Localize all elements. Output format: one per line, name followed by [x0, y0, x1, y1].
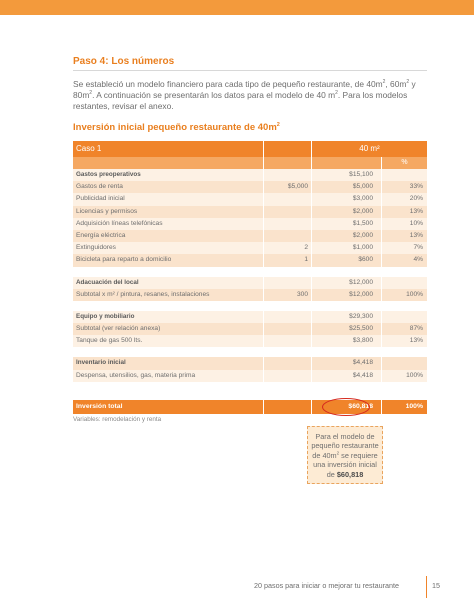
row-label: Subtotal x m² / pintura, resanes, instalaciones — [76, 290, 210, 298]
row-quantity: 2 — [304, 244, 308, 252]
section-title: Inversión inicial pequeño restaurante de $40m^2$ — [73, 121, 280, 133]
row-percentage: 10% — [409, 219, 423, 227]
row-label: Publicidad inicial — [76, 195, 125, 203]
section-header-row — [73, 277, 427, 289]
total-pct: 100% — [405, 403, 423, 410]
row-amount: $2,000 — [352, 231, 373, 239]
row-label: Bicicleta para reparto a domicilio — [76, 256, 172, 264]
section-gap — [73, 301, 427, 311]
row-quantity: 300 — [296, 290, 308, 298]
row-percentage: 87% — [409, 325, 423, 333]
row-label: Despensa, utensilios, gas, materia prima — [76, 371, 196, 379]
row-percentage: 13% — [409, 231, 423, 239]
row-quantity: 1 — [304, 256, 308, 264]
row-amount: $3,800 — [352, 337, 373, 345]
pct-column-header: % — [381, 157, 427, 169]
row-quantity — [263, 218, 311, 230]
row-amount: $3,000 — [352, 195, 373, 203]
table-row — [73, 181, 427, 193]
callout-amount: $60,818 — [336, 469, 364, 479]
row-label: Subtotal (ver relación anexa) — [76, 325, 161, 333]
total-amount: $60,818 — [348, 403, 373, 410]
row-quantity — [263, 323, 311, 335]
row-amount: $12,000 — [349, 290, 373, 298]
row-quantity — [263, 206, 311, 218]
total-highlight-circle — [322, 398, 370, 416]
row-percentage: 7% — [413, 244, 423, 252]
section-header-amount: $4,418 — [352, 359, 373, 367]
row-amount: $5,000 — [352, 183, 373, 191]
row-label: Extinguidores — [76, 244, 116, 252]
row-label: Licencias y permisos — [76, 207, 138, 215]
section-header-row — [73, 169, 427, 181]
row-percentage: 20% — [409, 195, 423, 203]
section-header-amount: $15,100 — [349, 171, 373, 178]
row-label: Adquisición líneas telefónicas — [76, 219, 163, 227]
table-row — [73, 206, 427, 218]
section-header-label: Equipo y mobiliario — [76, 312, 135, 320]
table-note: Variables: remodelación y renta — [73, 416, 162, 423]
row-amount: $600 — [358, 256, 373, 264]
step-title-rule — [73, 70, 427, 71]
footer-title: 20 pasos para iniciar o mejorar tu restaurante — [254, 581, 400, 590]
section-header-label: Inventario inicial — [76, 359, 126, 367]
step-title: Paso 4: Los números — [73, 56, 175, 67]
row-label: Gastos de renta — [76, 183, 123, 191]
row-label: Tanque de gas 500 lts. — [76, 337, 143, 345]
row-amount: $2,000 — [352, 207, 373, 215]
table-row — [73, 323, 427, 335]
table-row — [73, 242, 427, 254]
table-row — [73, 218, 427, 230]
case-label: Caso 1 — [76, 144, 102, 153]
section-header-amount: $12,000 — [349, 278, 373, 286]
row-quantity — [263, 370, 311, 382]
row-percentage: 13% — [409, 207, 423, 215]
table-body — [73, 169, 427, 382]
row-quantity: $5,000 — [287, 183, 308, 191]
row-amount: $1,500 — [352, 219, 373, 227]
row-quantity — [263, 193, 311, 205]
row-label: Energía eléctrica — [76, 231, 126, 239]
section-gap — [73, 347, 427, 357]
footer-divider — [426, 576, 427, 598]
table-row — [73, 289, 427, 301]
section-header-row — [73, 357, 427, 369]
row-percentage: 4% — [413, 256, 423, 264]
table-row — [73, 370, 427, 382]
row-amount: $1,000 — [352, 244, 373, 252]
section-header-row — [73, 311, 427, 323]
page-number: 15 — [432, 581, 440, 590]
table-case-header — [73, 141, 427, 157]
total-row — [73, 400, 427, 414]
intro-paragraph: Se estableció un modelo financiero para cada tipo de pequeño restaurante, de $40m^2$, $60m^2$ y $80m^2$. A continuación se presentarán los datos para el modelo de 40 $m^2$. Para los modelos restantes, revisar el anexo. — [73, 79, 416, 111]
table-subheader — [73, 157, 427, 169]
section-gap — [73, 267, 427, 277]
section-header-label: Gastos preoperativos — [76, 171, 141, 178]
total-label: Inversión total — [76, 403, 123, 410]
table-row — [73, 335, 427, 347]
section-header-label: Adacuación del local — [76, 278, 139, 286]
section-header-amount: $29,300 — [349, 312, 373, 320]
row-percentage: 33% — [409, 183, 423, 191]
row-quantity — [263, 230, 311, 242]
table-row — [73, 254, 427, 266]
size-label: 40 m² — [311, 141, 427, 157]
table-row — [73, 230, 427, 242]
row-percentage: 100% — [406, 290, 423, 298]
summary-callout: Para el modelo de pequeño restaurante de $40m^2$ se requiere una inversión inicial de $60,818 — [307, 426, 383, 484]
investment-table — [73, 141, 427, 382]
row-quantity — [263, 335, 311, 347]
table-row — [73, 193, 427, 205]
row-amount: $25,500 — [349, 325, 373, 333]
row-percentage: 100% — [406, 371, 423, 379]
row-percentage: 13% — [409, 337, 423, 345]
top-accent-bar — [0, 0, 474, 15]
row-amount: $4,418 — [352, 371, 373, 379]
